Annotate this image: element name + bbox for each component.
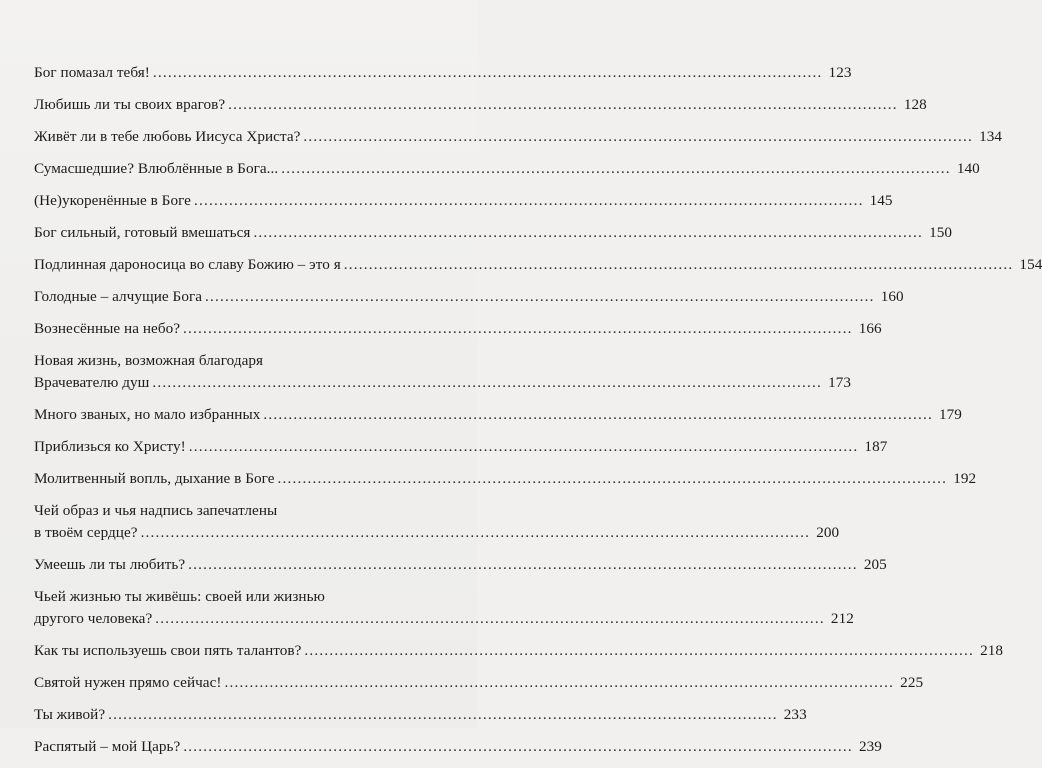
toc-entry-title: Святой нужен прямо сейчас! [34, 674, 222, 691]
toc-entry-page: 233 [783, 706, 807, 723]
toc-entry-title: Как ты используешь свои пять талантов? [34, 642, 302, 659]
toc-entry-page: 192 [953, 470, 977, 487]
toc-entry-title: Ты живой? [34, 706, 106, 723]
toc-entry-title: Врачевателю душ [34, 374, 150, 391]
toc-entry-title: Сумасшедшие? Влюблённые в Бога... [34, 160, 279, 177]
toc-entry-title: другого человека? [34, 610, 153, 627]
toc-entry-page: 134 [979, 128, 1003, 145]
toc-entry-page: 145 [869, 192, 893, 209]
toc-entry-title: Бог помазал тебя! [34, 64, 150, 81]
toc-entry-page: 225 [900, 674, 924, 691]
toc-entry [34, 158, 980, 180]
toc-entry [34, 62, 852, 84]
toc-dot-leader [225, 672, 895, 694]
toc-dot-leader [152, 372, 822, 394]
toc-dot-leader [253, 222, 923, 244]
toc-entry-title: Вознесённые на небо? [34, 320, 181, 337]
toc-entry-page: 173 [828, 374, 852, 391]
toc-entry [34, 500, 840, 544]
toc-entry-page: 212 [830, 610, 854, 627]
toc-entry-page: 150 [929, 224, 953, 241]
toc-entry-title: Умеешь ли ты любить? [34, 556, 186, 573]
toc-entry-page: 179 [939, 406, 962, 423]
toc-entry [34, 640, 1003, 662]
toc-entry-title: Любишь ли ты своих врагов? [34, 96, 226, 113]
toc-entry [34, 94, 927, 116]
toc-entry [34, 586, 854, 630]
toc-dot-leader [153, 62, 823, 84]
toc-entry [34, 222, 953, 244]
toc-entry [34, 254, 1042, 276]
toc-entry-page: 128 [903, 96, 927, 113]
toc-entry-page: 200 [816, 524, 840, 541]
toc-dot-leader [281, 158, 951, 180]
table-of-contents [34, 62, 1042, 768]
toc-entry-title: Голодные – алчущие Бога [34, 288, 203, 305]
toc-dot-leader [303, 126, 973, 148]
toc-dot-leader [155, 608, 825, 630]
toc-dot-leader [205, 286, 875, 308]
toc-entry [34, 436, 888, 458]
toc-entry [34, 286, 904, 308]
toc-entry-title: Бог сильный, готовый вмешаться [34, 224, 251, 241]
toc-entry-title: Живёт ли в тебе любовь Иисуса Христа? [34, 128, 301, 145]
toc-entry-title: Распятый – мой Царь? [34, 738, 181, 755]
toc-dot-leader [344, 254, 1014, 276]
toc-entry-page: 123 [828, 64, 852, 81]
toc-entry-title: Приблизься ко Христу! [34, 438, 186, 455]
toc-dot-leader [108, 704, 778, 726]
toc-dot-leader [278, 468, 948, 490]
toc-entry-page: 239 [858, 738, 882, 755]
toc-entry [34, 468, 977, 490]
toc-entry [34, 404, 962, 426]
toc-entry-title: (Не)укоренённые в Боге [34, 192, 191, 209]
toc-dot-leader [304, 640, 974, 662]
toc-entry-title: в твоём сердце? [34, 524, 138, 541]
toc-entry-title: Подлинная дароносица во славу Божию – это я [34, 256, 341, 273]
toc-entry [34, 736, 882, 758]
toc-entry [34, 126, 1003, 148]
toc-dot-leader [183, 318, 853, 340]
toc-entry-title: Много званых, но мало избранных [34, 406, 261, 423]
toc-entry-page: 205 [863, 556, 887, 573]
toc-entry-title-line1: Новая жизнь, возможная благодаря [34, 352, 264, 369]
toc-entry-page: 160 [880, 288, 904, 305]
toc-dot-leader [183, 736, 853, 758]
toc-entry-title-line1: Чьей жизнью ты живёшь: своей или жизнью [34, 588, 325, 605]
toc-entry-page: 187 [864, 438, 888, 455]
toc-entry-page: 140 [956, 160, 980, 177]
toc-dot-leader [228, 94, 898, 116]
toc-entry [34, 704, 807, 726]
toc-entry-page: 218 [980, 642, 1003, 659]
toc-entry-page: 166 [858, 320, 882, 337]
toc-dot-leader [194, 190, 864, 212]
toc-dot-leader [141, 522, 811, 544]
toc-entry-title-line1: Чей образ и чья надпись запечатлены [34, 502, 278, 519]
toc-entry [34, 190, 893, 212]
toc-dot-leader [263, 404, 933, 426]
toc-dot-leader [189, 436, 859, 458]
toc-entry [34, 350, 852, 394]
toc-entry-page: 154 [1019, 256, 1042, 273]
toc-entry-title: Молитвенный вопль, дыхание в Боге [34, 470, 275, 487]
toc-entry [34, 672, 924, 694]
toc-dot-leader [188, 554, 858, 576]
toc-entry [34, 554, 887, 576]
toc-entry [34, 318, 882, 340]
